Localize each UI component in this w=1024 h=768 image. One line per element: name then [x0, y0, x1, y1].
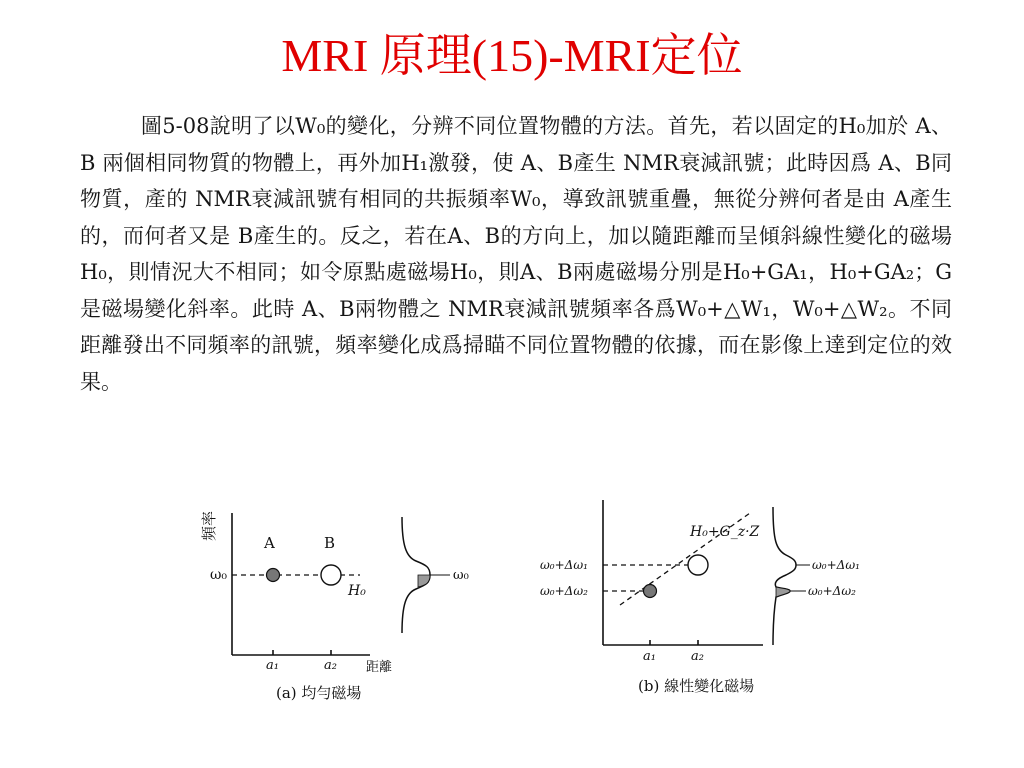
figure-a-tick-2-label: a₂: [324, 658, 337, 673]
figure-a-y-axis-label: 頻率: [200, 510, 218, 541]
figure-a-point-a: [267, 569, 280, 582]
figure-b-field-label: H₀+G_z·Z: [690, 524, 760, 540]
slide-title: MRI 原理(15)-MRI定位: [281, 30, 743, 81]
figure-b-point-a: [644, 585, 657, 598]
figure-b-spectrum-shaded: [776, 587, 790, 597]
figure-a-caption: (a) 均勻磁場: [276, 684, 362, 702]
figure-a-point-a-label: A: [264, 534, 275, 552]
figure-b-peak-label-2: ω₀+Δω₂: [808, 584, 856, 598]
figure-b-y-label-2: ω₀+Δω₂: [540, 584, 588, 598]
figure-a-spectrum-shaded: [418, 575, 430, 587]
figure-b-linear-field: [538, 495, 878, 710]
figure-b-peak-label-1: ω₀+Δω₁: [812, 558, 860, 572]
figure-b-spectrum-curve: [773, 507, 796, 645]
figure-b-tick-1-label: a₁: [643, 649, 656, 664]
figure-a-point-b: [321, 565, 341, 585]
figure-b-tick-2-label: a₂: [691, 649, 704, 664]
figure-a-omega-label: ω₀: [210, 567, 228, 583]
figure-a-point-b-label: B: [324, 534, 336, 552]
figure-a-uniform-field: [190, 505, 500, 710]
figure-b-y-label-1: ω₀+Δω₁: [540, 558, 588, 572]
figure-a-peak-label: ω₀: [453, 568, 469, 583]
figure-b-point-b: [688, 555, 708, 575]
body-paragraph: 圖5-08說明了以W₀的變化，分辨不同位置物體的方法。首先，若以固定的H₀加於 A、B 兩個相同物質的物體上，再外加H₁激發，使 A、B產生 NMR衰減訊號；此時因爲 A、B同物質，產的 NMR衰減訊號有相同的共振頻率W₀，導致訊號重疊，無從分辨何者是由 A產生的，而何者又是 B產生的。反之，若在A、B的方向上，加以隨距離而呈傾斜線性變化的磁場H₀，則情況大不相同；如令原點處磁場H₀，則A、B兩處磁場分別是H₀+GA₁，H₀+GA₂；G是磁場變化斜率。此時 A、B兩物體之 NMR衰減訊號頻率各爲W₀+△W₁，W₀+△W₂。不同距離發出不同頻率的訊號，頻率變化成爲掃瞄不同位置物體的依據，而在影像上達到定位的效果。: [80, 114, 952, 394]
figure-a-tick-1-label: a₁: [266, 658, 279, 673]
figure-a-field-label: H₀: [348, 583, 366, 599]
figure-b-caption: (b) 線性變化磁場: [638, 677, 755, 695]
figure-a-x-axis-label: 距離: [366, 660, 393, 675]
